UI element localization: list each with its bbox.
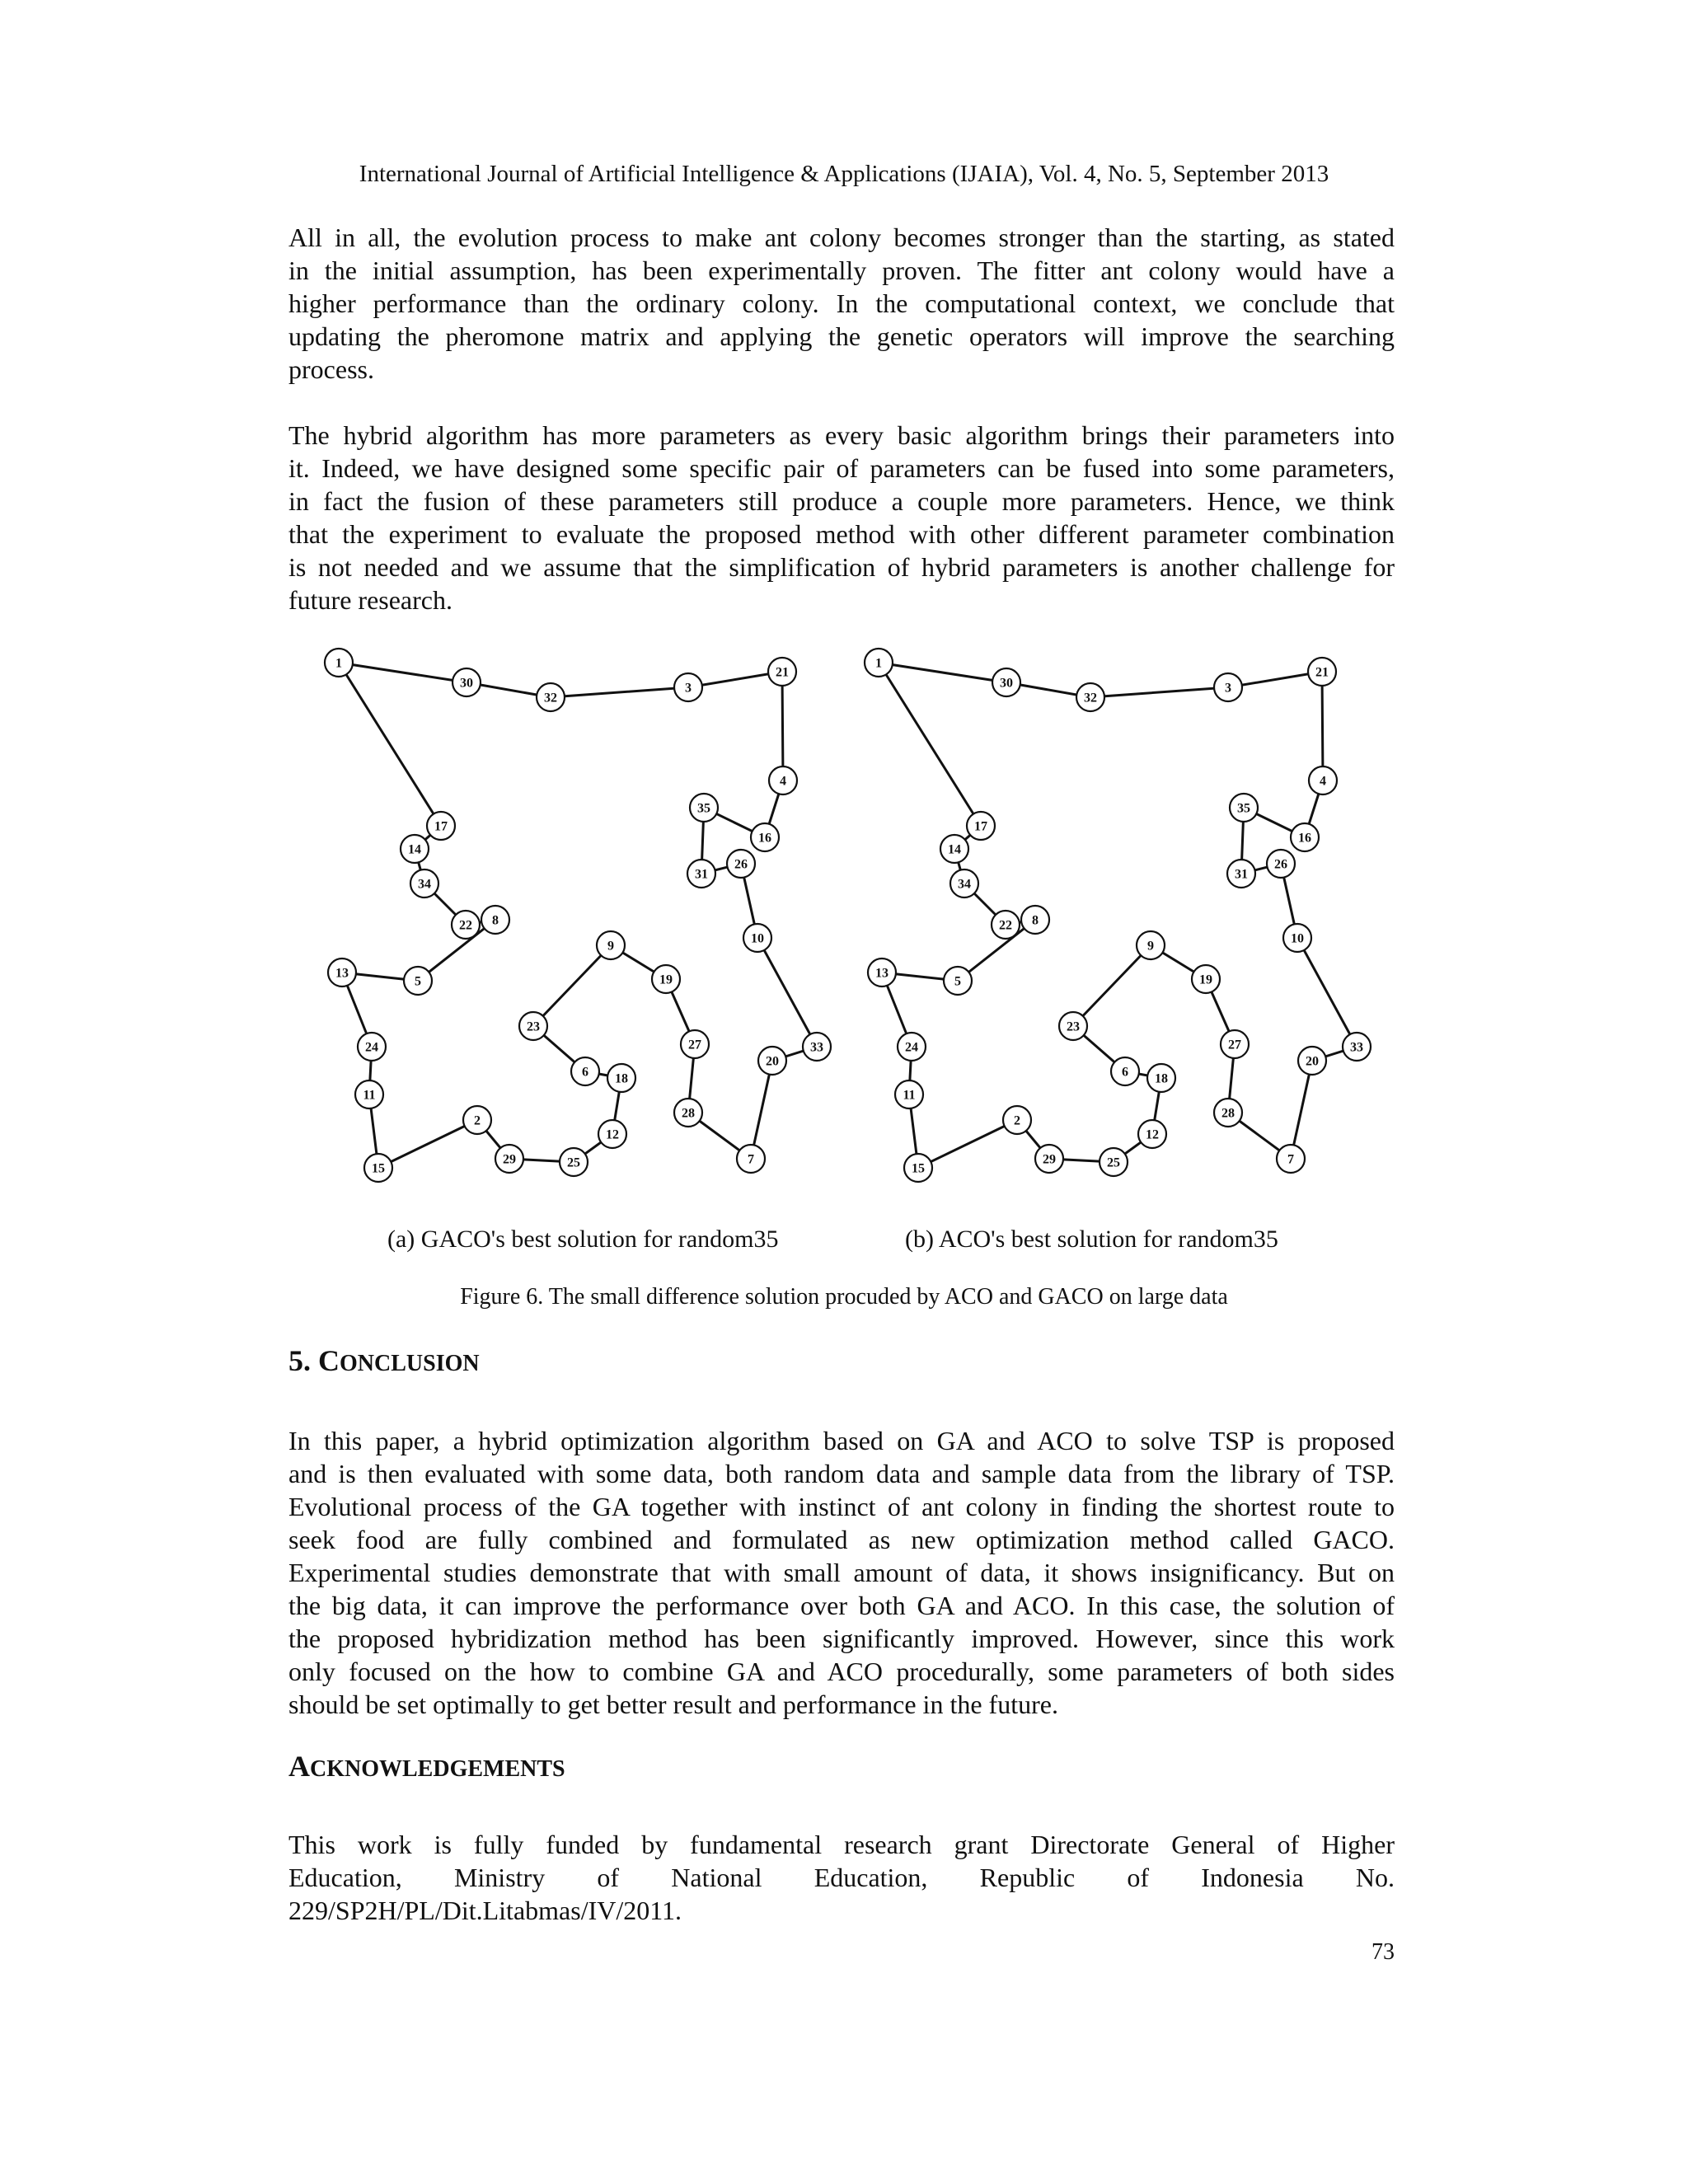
tour-edge	[879, 663, 981, 826]
text-line: and is then evaluated with some data, both random data and sample data from the library of TSP.	[288, 1459, 1395, 1488]
city-node-label: 14	[408, 842, 421, 857]
city-node-label: 33	[810, 1040, 823, 1055]
city-node-label: 6	[1122, 1065, 1128, 1080]
city-node	[1147, 1064, 1175, 1092]
city-node-label: 20	[766, 1054, 779, 1069]
ack-title-rest: CKNOWLEDGEMENTS	[310, 1756, 565, 1782]
paragraph-acknowledgements	[288, 1828, 1395, 1927]
city-node	[1214, 673, 1242, 701]
city-node-label: 12	[606, 1127, 619, 1142]
figure-caption: Figure 6. The small difference solution procuded by ACO and GACO on large data	[460, 1284, 1228, 1310]
section-heading-acknowledgements	[288, 1749, 565, 1783]
section-title-initial: C	[318, 1344, 340, 1377]
city-node	[674, 673, 702, 701]
city-node	[1277, 1145, 1305, 1173]
city-node-label: 1	[875, 656, 882, 671]
city-node-label: 35	[1237, 801, 1250, 816]
tour-graph-a	[317, 635, 861, 1212]
text-line: is not needed and we assume that the simplification of hybrid parameters is another challenge for	[288, 552, 1395, 582]
tour-edge	[1090, 687, 1228, 697]
city-node-label: 10	[751, 931, 764, 946]
city-node-label: 16	[758, 831, 771, 846]
text-line: should be set optimally to get better result and performance in the future.	[288, 1690, 1058, 1719]
tour-edge	[757, 938, 817, 1047]
city-node-label: 8	[1032, 913, 1039, 928]
city-node	[495, 1145, 523, 1173]
text-line: process.	[288, 354, 374, 384]
city-node	[751, 823, 779, 851]
tour-edge	[378, 1120, 477, 1168]
city-node-label: 17	[974, 819, 987, 834]
city-node-label: 19	[659, 972, 673, 987]
section-heading-conclusion	[288, 1343, 480, 1378]
city-node-label: 30	[1000, 676, 1013, 691]
city-node	[1100, 1148, 1128, 1176]
text-line: only focused on the how to combine GA and ACO procedurally, some parameters of both sides	[288, 1657, 1395, 1686]
city-node	[743, 924, 771, 952]
city-node	[690, 794, 718, 822]
city-node-label: 15	[912, 1161, 925, 1176]
city-node-label: 14	[948, 842, 961, 857]
city-node	[355, 1080, 383, 1108]
city-node-label: 28	[1221, 1106, 1235, 1121]
city-node	[1227, 860, 1255, 888]
city-node-label: 19	[1199, 972, 1212, 987]
city-node-label: 31	[1235, 867, 1248, 882]
city-node-label: 18	[615, 1071, 628, 1086]
city-node-label: 21	[776, 665, 789, 680]
city-node	[674, 1099, 702, 1127]
text-line: This work is fully funded by fundamental research grant Directorate General of Higher	[288, 1830, 1395, 1859]
city-node-label: 2	[1014, 1113, 1020, 1128]
city-node	[769, 766, 797, 794]
city-node-label: 24	[365, 1040, 378, 1055]
city-node-label: 28	[682, 1106, 695, 1121]
city-node	[868, 958, 896, 987]
text-line: The hybrid algorithm has more parameters as every basic algorithm brings their parameters into	[288, 420, 1395, 450]
paragraph-hybrid-parameters	[288, 419, 1395, 616]
city-node	[404, 967, 432, 995]
text-line: 229/SP2H/PL/Dit.Litabmas/IV/2011.	[288, 1896, 682, 1925]
city-node	[727, 850, 755, 878]
city-node	[967, 812, 995, 840]
city-node	[940, 835, 968, 863]
city-node-label: 22	[999, 918, 1012, 933]
text-line: Experimental studies demonstrate that with small amount of data, it shows insignificancy. But on	[288, 1558, 1395, 1587]
city-node	[1308, 658, 1336, 686]
city-node-label: 35	[697, 801, 710, 816]
city-node-label: 20	[1306, 1054, 1319, 1069]
city-node-label: 11	[903, 1088, 916, 1103]
city-node	[607, 1064, 635, 1092]
text-line: higher performance than the ordinary colony. In the computational context, we conclude that	[288, 288, 1395, 318]
tour-edge	[918, 1120, 1017, 1168]
city-node	[895, 1080, 923, 1108]
text-line: that the experiment to evaluate the proposed method with other different parameter combination	[288, 519, 1395, 549]
city-node-label: 4	[1320, 774, 1326, 789]
city-node-label: 7	[1287, 1152, 1294, 1167]
page-number: 73	[1372, 1939, 1395, 1965]
city-node	[1291, 823, 1319, 851]
city-node	[1192, 965, 1220, 993]
subcaption-a: (a) GACO's best solution for random35	[387, 1226, 779, 1253]
city-node	[758, 1047, 786, 1075]
tour-graph-b	[857, 635, 1401, 1212]
figure-b-aco-tour	[857, 635, 1401, 1212]
city-node-label: 29	[503, 1152, 516, 1167]
city-node	[427, 812, 455, 840]
city-node	[1021, 906, 1049, 934]
city-node-label: 13	[875, 966, 889, 981]
city-node-label: 30	[460, 676, 473, 691]
city-node	[1283, 924, 1311, 952]
text-line: All in all, the evolution process to make ant colony becomes stronger than the starting, as stated	[288, 223, 1395, 252]
city-node	[571, 1057, 599, 1085]
city-node-label: 16	[1298, 831, 1311, 846]
city-node	[1343, 1033, 1371, 1061]
city-node-label: 32	[544, 691, 557, 705]
city-node-label: 23	[527, 1019, 540, 1034]
city-node	[737, 1145, 765, 1173]
city-node	[1230, 794, 1258, 822]
text-line: Education, Ministry of National Education, Republic of Indonesia No.	[288, 1863, 1395, 1892]
city-node-label: 29	[1043, 1152, 1056, 1167]
city-node	[803, 1033, 831, 1061]
tour-edge	[1322, 672, 1323, 780]
text-line: the proposed hybridization method has been significantly improved. However, since this work	[288, 1624, 1395, 1653]
city-node-label: 25	[567, 1155, 580, 1170]
city-node-label: 6	[582, 1065, 588, 1080]
city-node-label: 7	[748, 1152, 754, 1167]
city-node	[452, 668, 481, 696]
figure-a-gaco-tour	[317, 635, 861, 1212]
city-node	[364, 1154, 392, 1182]
city-node	[1059, 1012, 1087, 1040]
text-line: updating the pheromone matrix and applying the genetic operators will improve the searching	[288, 321, 1395, 351]
text-line: In this paper, a hybrid optimization algorithm based on GA and ACO to solve TSP is proposed	[288, 1426, 1395, 1455]
city-node	[865, 649, 893, 677]
city-node	[992, 668, 1020, 696]
city-node	[325, 649, 353, 677]
tour-edge	[1073, 945, 1151, 1026]
city-node-label: 17	[434, 819, 448, 834]
city-node	[481, 906, 509, 934]
city-node	[904, 1154, 932, 1182]
section-title-rest: ONCLUSION	[340, 1351, 480, 1376]
city-node-label: 9	[607, 939, 614, 954]
city-node	[1298, 1047, 1326, 1075]
city-node	[950, 869, 978, 898]
city-node	[992, 911, 1020, 939]
text-line: it. Indeed, we have designed some specific pair of parameters can be fused into some parameters,	[288, 453, 1395, 483]
city-node-label: 27	[688, 1038, 701, 1052]
city-node-label: 25	[1107, 1155, 1120, 1170]
city-node	[1221, 1030, 1249, 1058]
city-node-label: 23	[1067, 1019, 1080, 1034]
city-node-label: 34	[958, 877, 971, 892]
ack-title-initial: A	[288, 1750, 310, 1783]
text-line: the big data, it can improve the performance over both GA and ACO. In this case, the solution of	[288, 1591, 1395, 1620]
city-node-label: 4	[780, 774, 786, 789]
city-node	[328, 958, 356, 987]
city-node	[560, 1148, 588, 1176]
city-node	[1214, 1099, 1242, 1127]
section-number: 5.	[288, 1344, 318, 1377]
city-node	[537, 683, 565, 711]
city-node-label: 15	[372, 1161, 385, 1176]
city-node-label: 1	[335, 656, 342, 671]
city-node-label: 24	[905, 1040, 918, 1055]
city-node	[1035, 1145, 1063, 1173]
paragraph-conclusion	[288, 1424, 1395, 1721]
city-node	[410, 869, 438, 898]
city-node-label: 5	[415, 974, 421, 989]
city-node-label: 33	[1350, 1040, 1363, 1055]
city-node	[1267, 850, 1295, 878]
tour-edge	[1291, 1061, 1312, 1159]
subcaption-b: (b) ACO's best solution for random35	[905, 1226, 1278, 1253]
city-node-label: 11	[363, 1088, 376, 1103]
city-node	[1138, 1120, 1166, 1148]
city-node	[944, 967, 972, 995]
tour-edge	[751, 1061, 772, 1159]
city-node-label: 27	[1228, 1038, 1241, 1052]
city-node	[519, 1012, 547, 1040]
city-node-label: 18	[1155, 1071, 1168, 1086]
text-line: Evolutional process of the GA together with instinct of ant colony in finding the shortest route to	[288, 1492, 1395, 1521]
city-node-label: 26	[734, 857, 748, 872]
running-header: International Journal of Artificial Intelligence & Applications (IJAIA), Vol. 4, No. 5, September 2013	[359, 161, 1329, 187]
city-node-label: 26	[1274, 857, 1287, 872]
city-node-label: 12	[1146, 1127, 1159, 1142]
city-node-label: 34	[418, 877, 431, 892]
tour-edge	[879, 663, 1006, 682]
city-node-label: 21	[1315, 665, 1329, 680]
city-node	[401, 835, 429, 863]
text-line: in the initial assumption, has been experimentally proven. The fitter ant colony would have a	[288, 255, 1395, 285]
text-line: future research.	[288, 585, 452, 615]
city-node-label: 31	[695, 867, 708, 882]
city-node	[768, 658, 796, 686]
city-node	[463, 1106, 491, 1134]
city-node-label: 13	[335, 966, 349, 981]
city-node	[598, 1120, 626, 1148]
tour-edge	[1297, 938, 1357, 1047]
city-node-label: 8	[492, 913, 499, 928]
city-node-label: 22	[459, 918, 472, 933]
city-node	[358, 1033, 386, 1061]
tour-edge	[551, 687, 688, 697]
city-node-label: 9	[1147, 939, 1154, 954]
city-node	[1003, 1106, 1031, 1134]
city-node	[1076, 683, 1104, 711]
city-node-label: 2	[474, 1113, 481, 1128]
paragraph-conclusion-summary	[288, 221, 1395, 386]
city-node-label: 10	[1291, 931, 1304, 946]
city-node-label: 32	[1084, 691, 1097, 705]
tour-edge	[782, 672, 783, 780]
city-node-label: 3	[1225, 681, 1231, 696]
text-line: seek food are fully combined and formulated as new optimization method called GACO.	[288, 1525, 1395, 1554]
tour-edge	[339, 663, 441, 826]
city-node-label: 5	[954, 974, 961, 989]
city-node	[652, 965, 680, 993]
city-node	[597, 931, 625, 959]
city-node	[452, 911, 480, 939]
text-line: in fact the fusion of these parameters still produce a couple more parameters. Hence, we think	[288, 486, 1395, 516]
tour-edge	[339, 663, 467, 682]
city-node	[681, 1030, 709, 1058]
tour-edge	[533, 945, 611, 1026]
city-node	[898, 1033, 926, 1061]
city-node	[1111, 1057, 1139, 1085]
city-node-label: 3	[685, 681, 692, 696]
city-node	[1137, 931, 1165, 959]
city-node	[687, 860, 715, 888]
city-node	[1309, 766, 1337, 794]
